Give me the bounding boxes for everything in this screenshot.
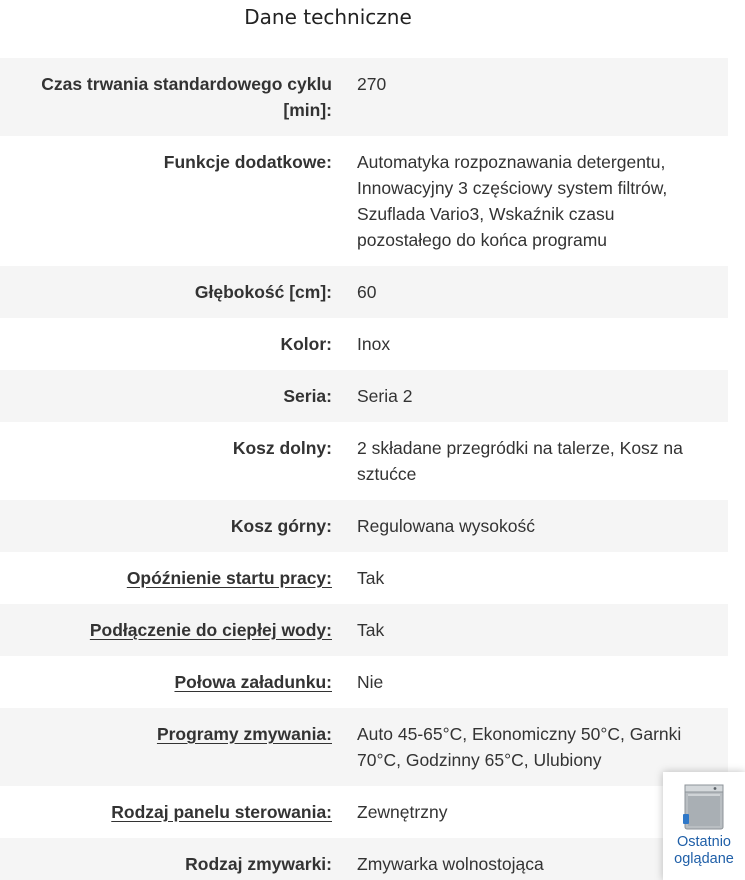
- spec-label: [0, 838, 332, 880]
- spec-label-text: Funkcje dodatkowe:: [163, 152, 332, 172]
- spec-row: [0, 604, 728, 656]
- spec-label[interactable]: [0, 552, 332, 604]
- spec-label[interactable]: [0, 604, 332, 656]
- spec-label-text: Kosz dolny:: [232, 438, 332, 458]
- spec-table: [0, 58, 728, 880]
- spec-row: [0, 786, 728, 838]
- spec-label[interactable]: [0, 786, 332, 838]
- spec-row: [0, 838, 728, 880]
- spec-row: [0, 422, 728, 500]
- spec-value: 60: [357, 282, 377, 302]
- spec-value: 2 składane przegródki na talerze, Kosz na sztućce: [357, 438, 683, 484]
- spec-value: Tak: [357, 568, 385, 588]
- spec-label-text: Czas trwania standardowego cyklu [min]:: [41, 74, 332, 120]
- spec-value: Zewnętrzny: [357, 802, 448, 822]
- spec-row: [0, 500, 728, 552]
- spec-label-link[interactable]: Połowa załadunku:: [174, 672, 332, 692]
- spec-row: [0, 136, 728, 266]
- spec-row: [0, 370, 728, 422]
- spec-label: [0, 422, 332, 500]
- spec-label: [0, 500, 332, 552]
- spec-row: [0, 266, 728, 318]
- spec-label: [0, 370, 332, 422]
- spec-label-link[interactable]: Podłączenie do ciepłej wody:: [89, 620, 332, 640]
- spec-value: Regulowana wysokość: [357, 516, 536, 536]
- spec-label: [0, 318, 332, 370]
- spec-value: Nie: [357, 672, 384, 692]
- recently-viewed-label-line2: oglądane: [674, 851, 734, 867]
- spec-label-text: Kolor:: [280, 334, 332, 354]
- spec-label: [0, 58, 332, 136]
- spec-label: [0, 266, 332, 318]
- spec-value: Automatyka rozpoznawania detergentu, Innowacyjny 3 częściowy system filtrów, Szuflada Vario3, Wskaźnik czasu pozostałego do końca programu: [357, 152, 668, 250]
- spec-row: [0, 656, 728, 708]
- spec-label-link[interactable]: Programy zmywania:: [156, 724, 332, 744]
- spec-label[interactable]: [0, 708, 332, 786]
- spec-value: 270: [357, 74, 387, 94]
- dishwasher-thumbnail-icon: [683, 784, 725, 830]
- section-title: Dane techniczne: [244, 5, 412, 29]
- spec-label-text: Głębokość [cm]:: [194, 282, 332, 302]
- spec-label-text: Rodzaj zmywarki:: [185, 854, 332, 874]
- spec-row: [0, 708, 728, 786]
- spec-label-link[interactable]: Rodzaj panelu sterowania:: [111, 802, 332, 822]
- spec-value: Tak: [357, 620, 385, 640]
- spec-value: Seria 2: [357, 386, 413, 406]
- spec-value: Zmywarka wolnostojąca: [357, 854, 544, 874]
- spec-label-text: Kosz górny:: [230, 516, 332, 536]
- spec-value: Inox: [357, 334, 391, 354]
- spec-row: [0, 552, 728, 604]
- spec-value: Auto 45-65°C, Ekonomiczny 50°C, Garnki 70°C, Godzinny 65°C, Ulubiony: [357, 724, 682, 770]
- recently-viewed-button[interactable]: [663, 772, 745, 880]
- spec-label-link[interactable]: Opóźnienie startu pracy:: [126, 568, 332, 588]
- spec-label[interactable]: [0, 656, 332, 708]
- spec-label-text: Seria:: [283, 386, 332, 406]
- recently-viewed-label-line1: Ostatnio: [677, 834, 731, 850]
- spec-label: [0, 136, 332, 266]
- spec-row: [0, 58, 728, 136]
- spec-row: [0, 318, 728, 370]
